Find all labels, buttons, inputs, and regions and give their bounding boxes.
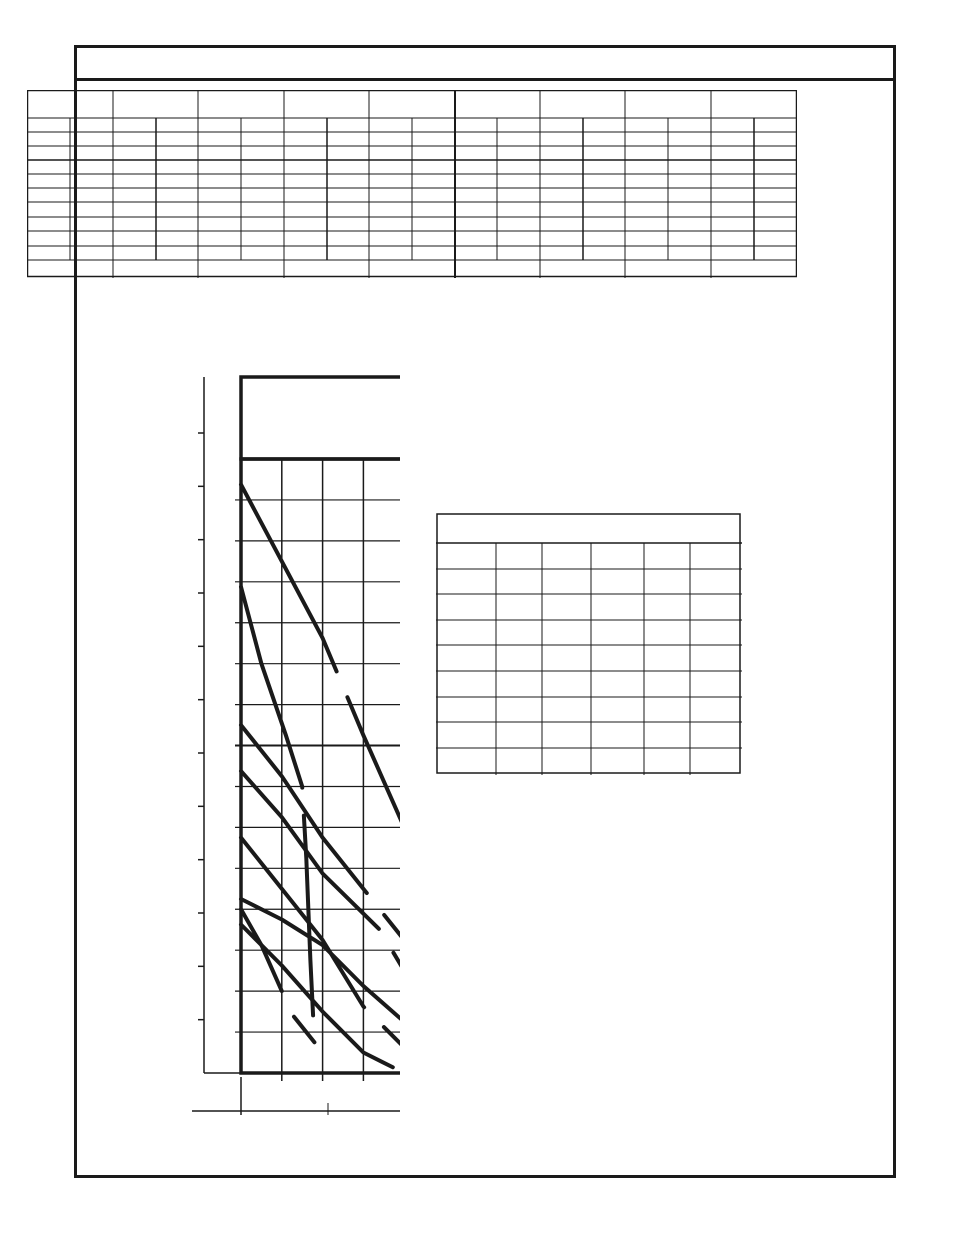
legend-table [436,513,742,775]
legend-table-border [437,514,740,773]
chart-header-box [241,377,400,459]
performance-curve [294,1017,314,1043]
performance-curve [241,899,400,1022]
spec-table [27,90,797,278]
performance-curve [241,771,400,1017]
header-band [77,48,893,81]
performance-curve-chart [100,325,400,1115]
